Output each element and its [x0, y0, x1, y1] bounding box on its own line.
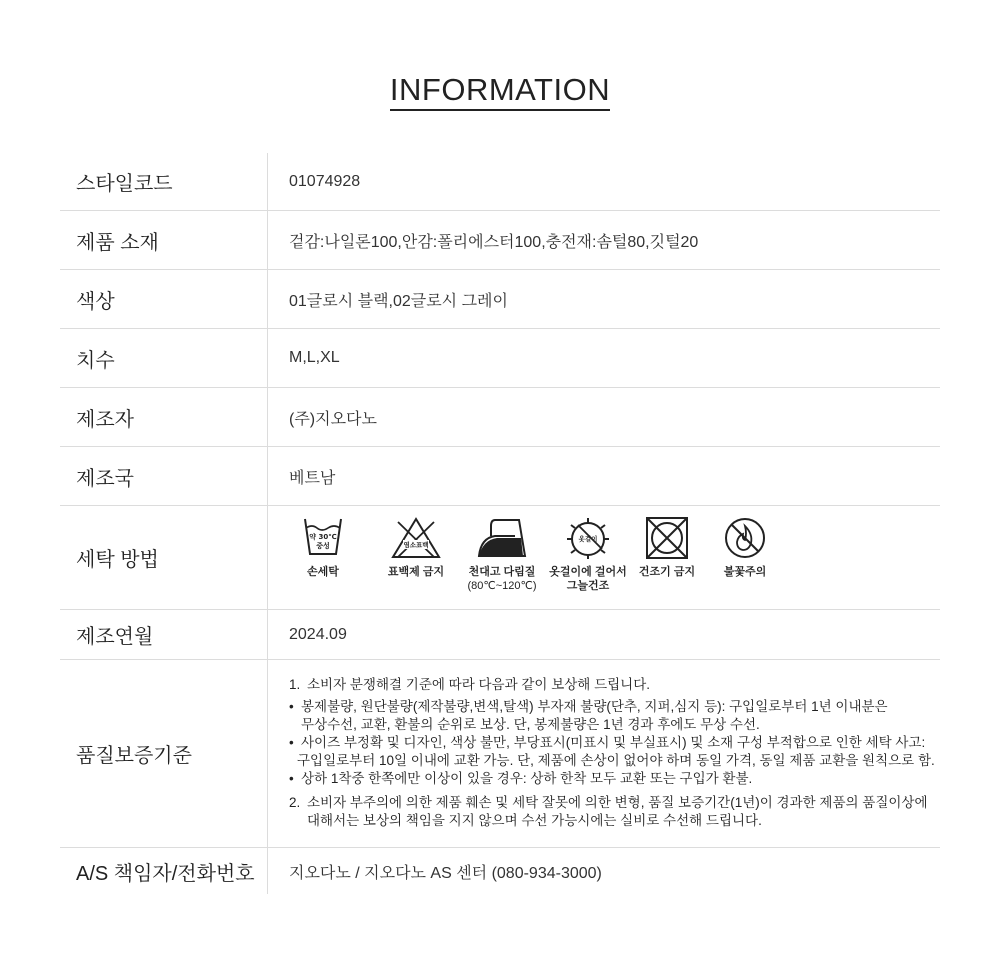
row-date — [60, 610, 940, 660]
no-tumble-dry-item — [631, 516, 703, 579]
hand-wash-item — [289, 516, 357, 579]
row-manufacturer — [60, 388, 940, 447]
row-value: 베트남 — [289, 469, 336, 487]
no-bleach-text: 염소표백 — [403, 541, 429, 549]
row-label: 제조연월 — [60, 610, 268, 659]
icon-caption: 옷걸이에 걸어서 — [549, 566, 627, 578]
row-quality — [60, 660, 940, 848]
row-style-code — [60, 153, 940, 211]
row-label: 색상 — [60, 270, 268, 328]
icon-caption-temp: (80℃~120℃) — [467, 580, 537, 592]
quality-para-1 — [289, 676, 940, 694]
title-text: INFORMATION — [390, 72, 610, 111]
washing-icons — [268, 506, 940, 609]
bullet: • — [289, 735, 294, 750]
bullet-text: 상하 1착중 한쪽에만 이상이 있을 경우: 상하 한착 모두 교환 또는 구입가 환불. — [301, 771, 753, 786]
row-value: 겉감:나일론100,안감:폴리에스터100,충전재:솜털80,깃털20 — [289, 233, 699, 251]
hand-wash-temp: 약 30℃ — [309, 533, 337, 541]
bullet: • — [289, 771, 294, 786]
para-text-cont: 대해서는 보상의 책임을 지지 않으며 수선 가능시에는 실비로 수선해 드립니다. — [307, 813, 762, 828]
row-country — [60, 447, 940, 506]
icon-caption: 손세탁 — [307, 566, 339, 578]
bullet-text-cont: 구입일로부터 10일 이내에 교환 가능. 단, 제품에 손상이 없어야 하며 동일 가격, 동일 제품 교환을 원칙으로 함. — [297, 753, 935, 768]
icon-caption-2: 그늘건조 — [566, 580, 610, 592]
no-bleach-item — [369, 516, 463, 579]
row-label: 치수 — [60, 329, 268, 387]
quality-bullet-2 — [289, 734, 940, 752]
info-table — [60, 153, 940, 894]
row-size — [60, 329, 940, 388]
icon-caption: 건조기 금지 — [638, 566, 696, 578]
quality-bullet-1 — [289, 698, 940, 716]
para-text: 소비자 분쟁해결 기준에 따라 다음과 같이 보상해 드립니다. — [307, 677, 650, 692]
hang-dry-text: 옷걸이 — [578, 535, 598, 543]
no-tumble-dry-icon — [645, 516, 689, 560]
hand-wash-icon — [301, 516, 345, 560]
icon-caption: 천대고 다림질 — [468, 566, 536, 578]
row-value: 01글로시 블랙,02글로시 그레이 — [289, 292, 508, 310]
row-value: M,L,XL — [289, 349, 340, 366]
icon-caption: 불꽃주의 — [723, 566, 767, 578]
row-label: 스타일코드 — [60, 153, 268, 210]
icon-caption: 표백제 금지 — [387, 566, 445, 578]
hand-wash-neutral: 중성 — [316, 542, 330, 550]
hang-dry-shade-icon — [566, 516, 610, 560]
para-number: 2. — [289, 795, 301, 810]
bullet: • — [289, 699, 294, 714]
quality-para-2 — [289, 794, 940, 812]
no-fire-icon — [723, 516, 767, 560]
row-material — [60, 211, 940, 270]
bullet-text-cont: 무상수선, 교환, 환불의 순위로 보상. 단, 봉제불량은 1년 경과 후에도 무상 수선. — [301, 717, 760, 732]
row-value: 01074928 — [289, 172, 361, 190]
no-bleach-icon — [390, 516, 442, 560]
para-number: 1. — [289, 677, 301, 692]
iron-icon — [475, 516, 529, 560]
row-label: 제품 소재 — [60, 211, 268, 269]
row-label: 세탁 방법 — [60, 506, 268, 609]
quality-bullet-3 — [289, 770, 940, 788]
row-washing — [60, 506, 940, 610]
page-title — [0, 72, 1000, 108]
iron-item — [459, 516, 545, 593]
quality-text — [268, 660, 940, 847]
row-value: 지오다노 / 지오다노 AS 센터 (080-934-3000) — [289, 864, 602, 882]
hang-dry-item — [545, 516, 631, 593]
row-as — [60, 848, 940, 894]
row-label: 제조국 — [60, 447, 268, 505]
no-fire-item — [711, 516, 779, 579]
row-label: A/S 책임자/전화번호 — [60, 848, 268, 894]
bullet-text: 봉제불량, 원단불량(제작불량,변색,탈색) 부자재 불량(단추, 지퍼,심지 등): 구입일로부터 1년 이내분은 — [301, 699, 888, 714]
row-value: 2024.09 — [289, 625, 347, 643]
row-color — [60, 270, 940, 329]
row-value: (주)지오다노 — [289, 410, 377, 428]
row-label: 제조자 — [60, 388, 268, 446]
row-label: 품질보증기준 — [60, 660, 268, 847]
bullet-text: 사이즈 부정확 및 디자인, 색상 불만, 부당표시(미표시 및 부실표시) 및 소재 구성 부적합으로 인한 세탁 사고: — [301, 735, 926, 750]
para-text: 소비자 부주의에 의한 제품 훼손 및 세탁 잘못에 의한 변형, 품질 보증기간(1년)이 경과한 제품의 품질이상에 — [307, 795, 928, 810]
